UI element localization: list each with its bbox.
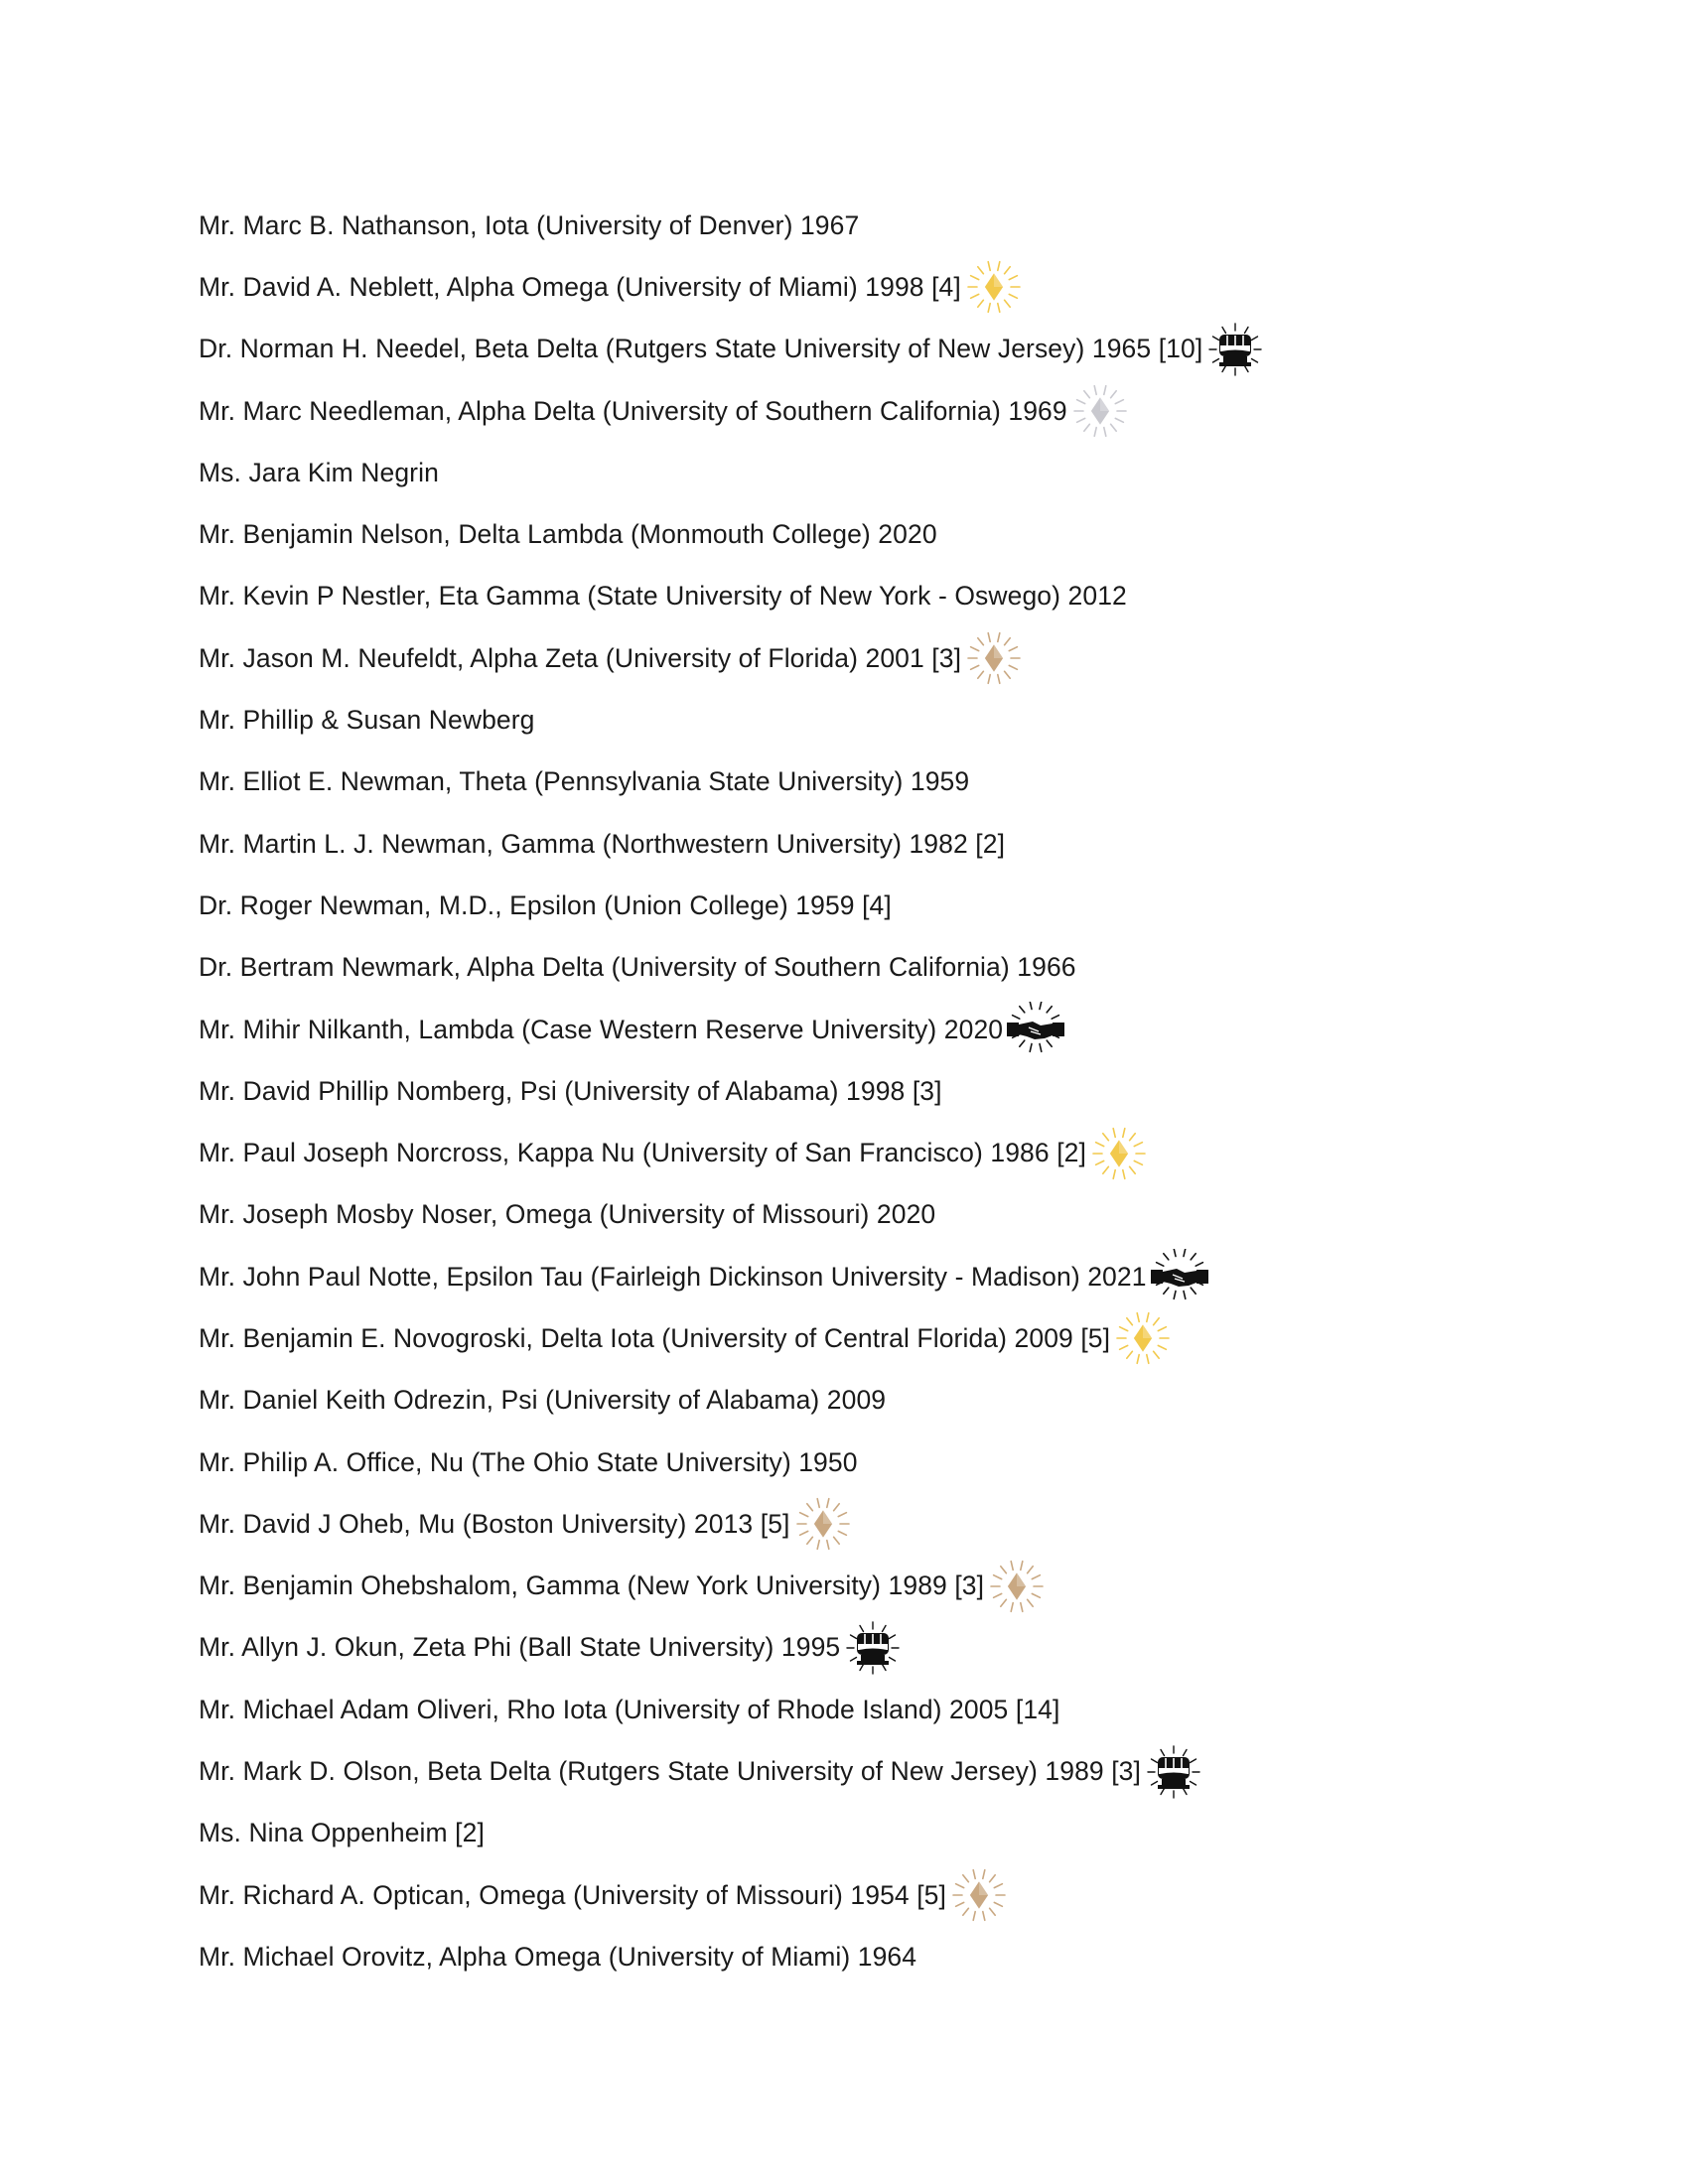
donor-entry-text: Mr. Benjamin Ohebshalom, Gamma (New York University) 1989 [3] (199, 1570, 985, 1601)
handshake-icon (1149, 1249, 1210, 1304)
donor-entry (199, 1617, 1266, 1679)
donor-entry-text: Ms. Jara Kim Negrin (199, 457, 439, 487)
gold-diamond-icon (963, 259, 1025, 315)
gold-diamond-icon (1112, 1310, 1174, 1366)
donor-list (199, 195, 1266, 1988)
donor-entry (199, 1493, 1266, 1555)
donor-entry (199, 319, 1266, 380)
donor-entry (199, 1122, 1266, 1183)
donor-entry (199, 1370, 1266, 1432)
donor-entry-text: Mr. Martin L. J. Newman, Gamma (Northwestern University) 1982 [2] (199, 828, 1006, 859)
donor-entry-text: Ms. Nina Oppenheim [2] (199, 1818, 485, 1848)
donor-entry (199, 1803, 1266, 1864)
donor-entry-text: Mr. John Paul Notte, Epsilon Tau (Fairleigh Dickinson University - Madison) 2021 (199, 1261, 1147, 1292)
donor-entry-text: Dr. Bertram Newmark, Alpha Delta (University of Southern California) 1966 (199, 952, 1076, 983)
donor-entry (199, 1432, 1266, 1493)
donor-entry-text: Mr. Allyn J. Okun, Zeta Phi (Ball State University) 1995 (199, 1632, 841, 1663)
bronze-diamond-icon (963, 630, 1025, 686)
donor-entry-text: Mr. Marc Needleman, Alpha Delta (University of Southern California) 1969 (199, 395, 1067, 426)
donor-entry-text: Mr. Richard A. Optican, Omega (University of Missouri) 1954 [5] (199, 1879, 946, 1910)
donor-entry-text: Mr. Elliot E. Newman, Theta (Pennsylvania State University) 1959 (199, 766, 970, 797)
donor-entry (199, 937, 1266, 999)
donor-entry-text: Mr. Michael Orovitz, Alpha Omega (University of Miami) 1964 (199, 1941, 917, 1972)
donor-entry-text: Mr. Joseph Mosby Noser, Omega (University of Missouri) 2020 (199, 1199, 936, 1230)
donor-entry-text: Dr. Roger Newman, M.D., Epsilon (Union College) 1959 [4] (199, 889, 892, 920)
donor-entry-text: Mr. Paul Joseph Norcross, Kappa Nu (University of San Francisco) 1986 [2] (199, 1138, 1086, 1168)
donor-entry (199, 380, 1266, 442)
donor-entry-text: Mr. Michael Adam Oliveri, Rho Iota (University of Rhode Island) 2005 [14] (199, 1694, 1060, 1724)
donor-entry (199, 1740, 1266, 1802)
donor-entry (199, 195, 1266, 256)
donor-entry-text: Mr. Benjamin E. Novogroski, Delta Iota (University of Central Florida) 2009 [5] (199, 1322, 1111, 1353)
donor-entry (199, 751, 1266, 813)
donor-entry-text: Mr. Mihir Nilkanth, Lambda (Case Western Reserve University) 2020 (199, 1014, 1004, 1044)
donor-entry (199, 813, 1266, 875)
donor-entry (199, 1246, 1266, 1307)
donor-entry-text: Mr. David A. Neblett, Alpha Omega (University of Miami) 1998 [4] (199, 271, 961, 302)
donor-entry-text: Mr. Marc B. Nathanson, Iota (University of Denver) 1967 (199, 209, 860, 240)
fist-icon (1143, 1744, 1204, 1800)
donor-entry-text: Mr. David J Oheb, Mu (Boston University) 2013 [5] (199, 1508, 790, 1539)
donor-entry-text: Mr. Benjamin Nelson, Delta Lambda (Monmouth College) 2020 (199, 519, 937, 550)
donor-entry (199, 1060, 1266, 1122)
donor-entry-text: Mr. Jason M. Neufeldt, Alpha Zeta (University of Florida) 2001 [3] (199, 642, 962, 673)
donor-entry (199, 503, 1266, 565)
bronze-diamond-icon (986, 1559, 1048, 1614)
donor-entry-text: Mr. Kevin P Nestler, Eta Gamma (State University of New York - Oswego) 2012 (199, 581, 1127, 612)
bronze-diamond-icon (792, 1496, 854, 1552)
gold-diamond-icon (1088, 1126, 1150, 1181)
donor-entry-text: Mr. Phillip & Susan Newberg (199, 705, 535, 736)
donor-entry (199, 1679, 1266, 1740)
handshake-icon (1005, 1002, 1066, 1057)
donor-entry (199, 1184, 1266, 1246)
donor-entry-text: Dr. Norman H. Needel, Beta Delta (Rutgers State University of New Jersey) 1965 [10] (199, 334, 1203, 364)
donor-entry-text: Mr. David Phillip Nomberg, Psi (University of Alabama) 1998 [3] (199, 1075, 942, 1106)
donor-entry-text: Mr. Daniel Keith Odrezin, Psi (University of Alabama) 2009 (199, 1385, 887, 1416)
donor-entry (199, 1307, 1266, 1369)
donor-entry (199, 1926, 1266, 1987)
donor-entry (199, 256, 1266, 318)
donor-entry (199, 875, 1266, 936)
donor-entry (199, 627, 1266, 689)
donor-entry (199, 689, 1266, 751)
bronze-diamond-icon (948, 1867, 1010, 1923)
donor-entry (199, 1556, 1266, 1617)
fist-icon (842, 1620, 904, 1676)
donor-entry-text: Mr. Mark D. Olson, Beta Delta (Rutgers State University of New Jersey) 1989 [3] (199, 1756, 1141, 1787)
donor-entry (199, 566, 1266, 627)
donor-entry-text: Mr. Philip A. Office, Nu (The Ohio State University) 1950 (199, 1446, 858, 1477)
silver-diamond-icon (1069, 383, 1131, 439)
donor-entry (199, 999, 1266, 1060)
donor-entry (199, 442, 1266, 503)
fist-icon (1204, 322, 1266, 377)
donor-entry (199, 1864, 1266, 1926)
